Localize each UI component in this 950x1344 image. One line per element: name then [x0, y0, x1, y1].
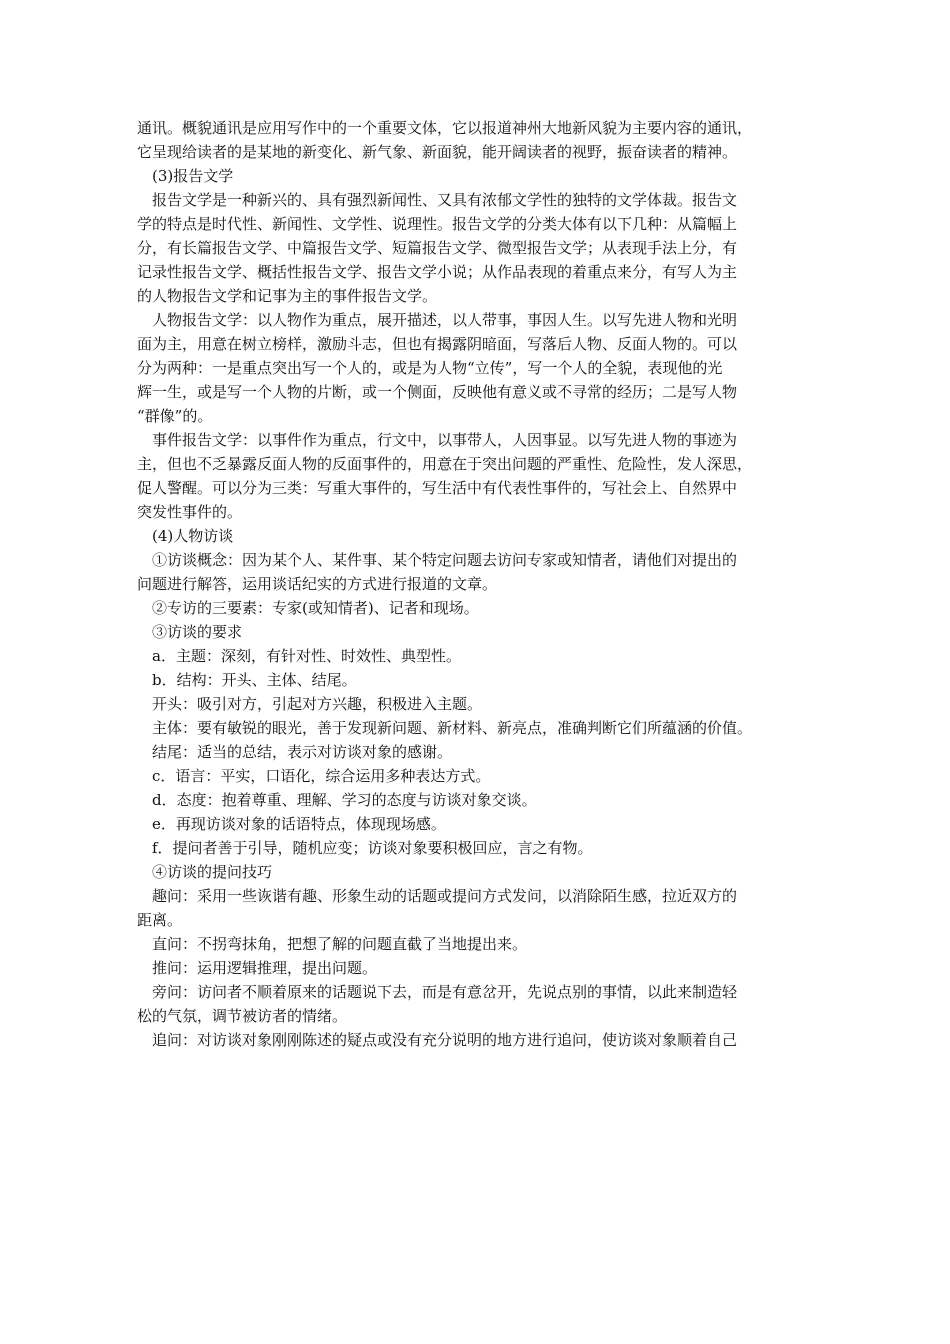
text-line: ④访谈的提问技巧 [137, 863, 273, 881]
text-line: 松的气氛，调节被访者的情绪。 [137, 1007, 348, 1025]
text-line: 它呈现给读者的是某地的新变化、新气象、新面貌，能开阔读者的视野，振奋读者的精神。 [137, 143, 738, 161]
text-line: 面为主，用意在树立榜样，激励斗志，但也有揭露阴暗面，写落后人物、反面人物的。可以 [137, 335, 738, 353]
text-line: 推问：运用逻辑推理，提出问题。 [137, 959, 378, 977]
document-body [137, 116, 817, 1052]
text-line: 距离。 [137, 911, 183, 929]
text-line: f．提问者善于引导，随机应变；访谈对象要积极回应，言之有物。 [137, 839, 593, 857]
text-line: 报告文学是一种新兴的、具有强烈新闻性、又具有浓郁文学性的独特的文学体裁。报告文 [137, 191, 738, 209]
text-line: 突发性事件的。 [137, 503, 243, 521]
text-line: 主体：要有敏锐的眼光，善于发现新问题、新材料、新亮点，准确判断它们所蕴涵的价值。 [137, 719, 753, 737]
text-line: 记录性报告文学、概括性报告文学、报告文学小说；从作品表现的着重点来分，有写人为主 [137, 263, 738, 281]
text-line: 事件报告文学：以事件作为重点，行文中，以事带人，人因事显。以写先进人物的事迹为 [137, 431, 738, 449]
text-line: ②专访的三要素：专家(或知情者)、记者和现场。 [137, 599, 479, 617]
text-line: “群像”的。 [137, 407, 213, 425]
text-line: 旁问：访问者不顺着原来的话题说下去，而是有意岔开，先说点别的事情，以此来制造轻 [137, 983, 738, 1001]
text-line: 直问：不拐弯抹角，把想了解的问题直截了当地提出来。 [137, 935, 528, 953]
text-line: 分为两种：一是重点突出写一个人的，或是为人物“立传”，写一个人的全貌，表现他的光 [137, 359, 723, 377]
text-line: (4)人物访谈 [137, 527, 234, 545]
text-line: 趣问：采用一些诙谐有趣、形象生动的话题或提问方式发问，以消除陌生感，拉近双方的 [137, 887, 738, 905]
text-line: 的人物报告文学和记事为主的事件报告文学。 [137, 287, 438, 305]
text-line: ①访谈概念：因为某个人、某件事、某个特定问题去访问专家或知情者，请他们对提出的 [137, 551, 738, 569]
text-line: b．结构：开头、主体、结尾。 [137, 671, 357, 689]
text-line: e．再现访谈对象的话语特点，体现现场感。 [137, 815, 446, 833]
text-line: c．语言：平实，口语化，综合运用多种表达方式。 [137, 767, 491, 785]
text-line: 学的特点是时代性、新闻性、文学性、说理性。报告文学的分类大体有以下几种：从篇幅上 [137, 215, 738, 233]
text-line: 分，有长篇报告文学、中篇报告文学、短篇报告文学、微型报告文学；从表现手法上分，有 [137, 239, 738, 257]
text-line: 人物报告文学：以人物作为重点，展开描述，以人带事，事因人生。以写先进人物和光明 [137, 311, 738, 329]
text-line: 结尾：适当的总结，表示对访谈对象的感谢。 [137, 743, 453, 761]
text-line: a．主题：深刻，有针对性、时效性、典型性。 [137, 647, 461, 665]
text-line: ③访谈的要求 [137, 623, 243, 641]
text-line: 问题进行解答，运用谈话纪实的方式进行报道的文章。 [137, 575, 498, 593]
text-line: 辉一生，或是写一个人物的片断，或一个侧面，反映他有意义或不寻常的经历；二是写人物 [137, 383, 738, 401]
text-line: 开头：吸引对方，引起对方兴趣，积极进入主题。 [137, 695, 483, 713]
text-line: 促人警醒。可以分为三类：写重大事件的，写生活中有代表性事件的，写社会上、自然界中 [137, 479, 738, 497]
text-line: (3)报告文学 [137, 167, 234, 185]
text-line: 主，但也不乏暴露反面人物的反面事件的，用意在于突出问题的严重性、危险性，发人深思， [137, 455, 753, 473]
text-line: 通讯。概貌通讯是应用写作中的一个重要文体，它以报道神州大地新风貌为主要内容的通讯， [137, 119, 753, 137]
text-line: 追问：对访谈对象刚刚陈述的疑点或没有充分说明的地方进行追问，使访谈对象顺着自己 [137, 1031, 738, 1049]
text-line: d．态度：抱着尊重、理解、学习的态度与访谈对象交谈。 [137, 791, 537, 809]
